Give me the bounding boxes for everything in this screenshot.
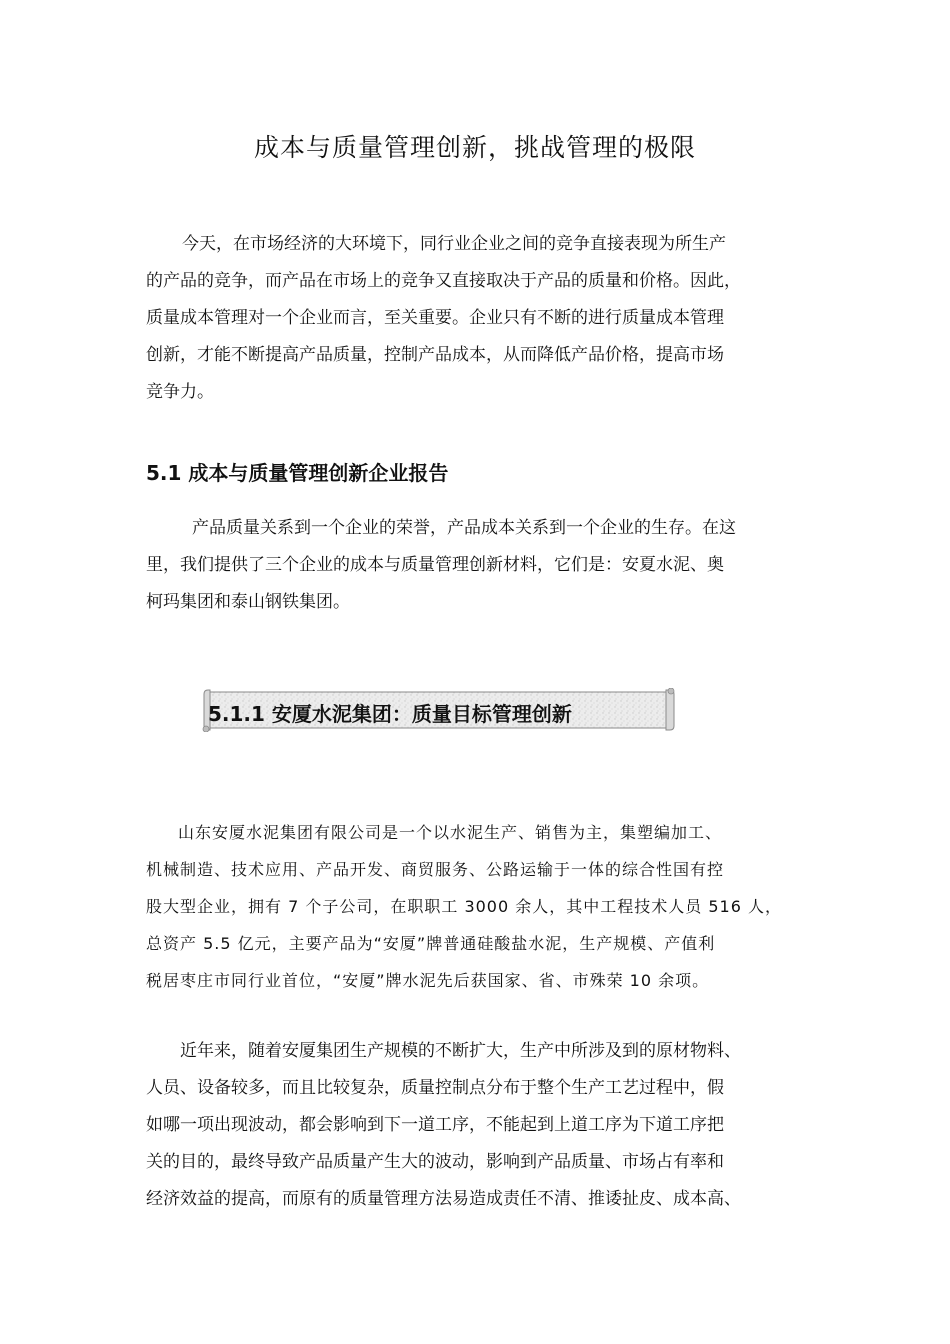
company-line: 股大型企业，拥有 7 个子公司，在职职工 3000 余人，其中工程技术人员 516 人， bbox=[146, 897, 782, 916]
intro-paragraph bbox=[146, 226, 822, 411]
intro-line: 的产品的竞争，而产品在市场上的竞争又直接取决于产品的质量和价格。因此， bbox=[146, 271, 741, 291]
company-line: 机械制造、技术应用、产品开发、商贸服务、公路运输于一体的综合性国有控 bbox=[146, 860, 725, 879]
recent-line: 经济效益的提高，而原有的质量管理方法易造成责任不清、推诿扯皮、成本高、 bbox=[146, 1189, 741, 1209]
section-heading: 5.1 成本与质量管理创新企业报告 bbox=[146, 461, 449, 485]
recent-paragraph bbox=[146, 1033, 822, 1218]
intro-line: 竞争力。 bbox=[146, 382, 214, 402]
company-line: 总资产 5.5 亿元，主要产品为“安厦”牌普通硅酸盐水泥，生产规模、产值利 bbox=[146, 934, 716, 953]
company-line: 税居枣庄市同行业首位，“安厦”牌水泥先后获国家、省、市殊荣 10 余项。 bbox=[146, 971, 710, 990]
section-line: 产品质量关系到一个企业的荣誉，产品成本关系到一个企业的生存。在这 bbox=[192, 518, 736, 538]
subsection-scroll-banner bbox=[200, 688, 676, 732]
document-title: 成本与质量管理创新，挑战管理的极限 bbox=[253, 133, 696, 162]
section-line: 里，我们提供了三个企业的成本与质量管理创新材料，它们是：安夏水泥、奥 bbox=[146, 555, 724, 575]
subsection-heading: 5.1.1 安厦水泥集团：质量目标管理创新 bbox=[208, 702, 572, 726]
recent-line: 近年来，随着安厦集团生产规模的不断扩大，生产中所涉及到的原材物料、 bbox=[180, 1041, 741, 1061]
intro-line: 质量成本管理对一个企业而言，至关重要。企业只有不断的进行质量成本管理 bbox=[146, 308, 724, 328]
intro-line: 今天，在市场经济的大环境下，同行业企业之间的竞争直接表现为所生产 bbox=[182, 234, 726, 254]
intro-line: 创新，才能不断提高产品质量，控制产品成本，从而降低产品价格，提高市场 bbox=[146, 345, 724, 365]
section-paragraph bbox=[146, 510, 822, 621]
recent-line: 关的目的，最终导致产品质量产生大的波动，影响到产品质量、市场占有率和 bbox=[146, 1152, 724, 1172]
section-line: 柯玛集团和泰山钢铁集团。 bbox=[146, 592, 350, 612]
recent-line: 人员、设备较多，而且比较复杂，质量控制点分布于整个生产工艺过程中，假 bbox=[146, 1078, 724, 1098]
company-line: 山东安厦水泥集团有限公司是一个以水泥生产、销售为主，集塑编加工、 bbox=[178, 823, 723, 842]
company-paragraph bbox=[146, 814, 822, 999]
recent-line: 如哪一项出现波动，都会影响到下一道工序，不能起到上道工序为下道工序把 bbox=[146, 1115, 724, 1135]
